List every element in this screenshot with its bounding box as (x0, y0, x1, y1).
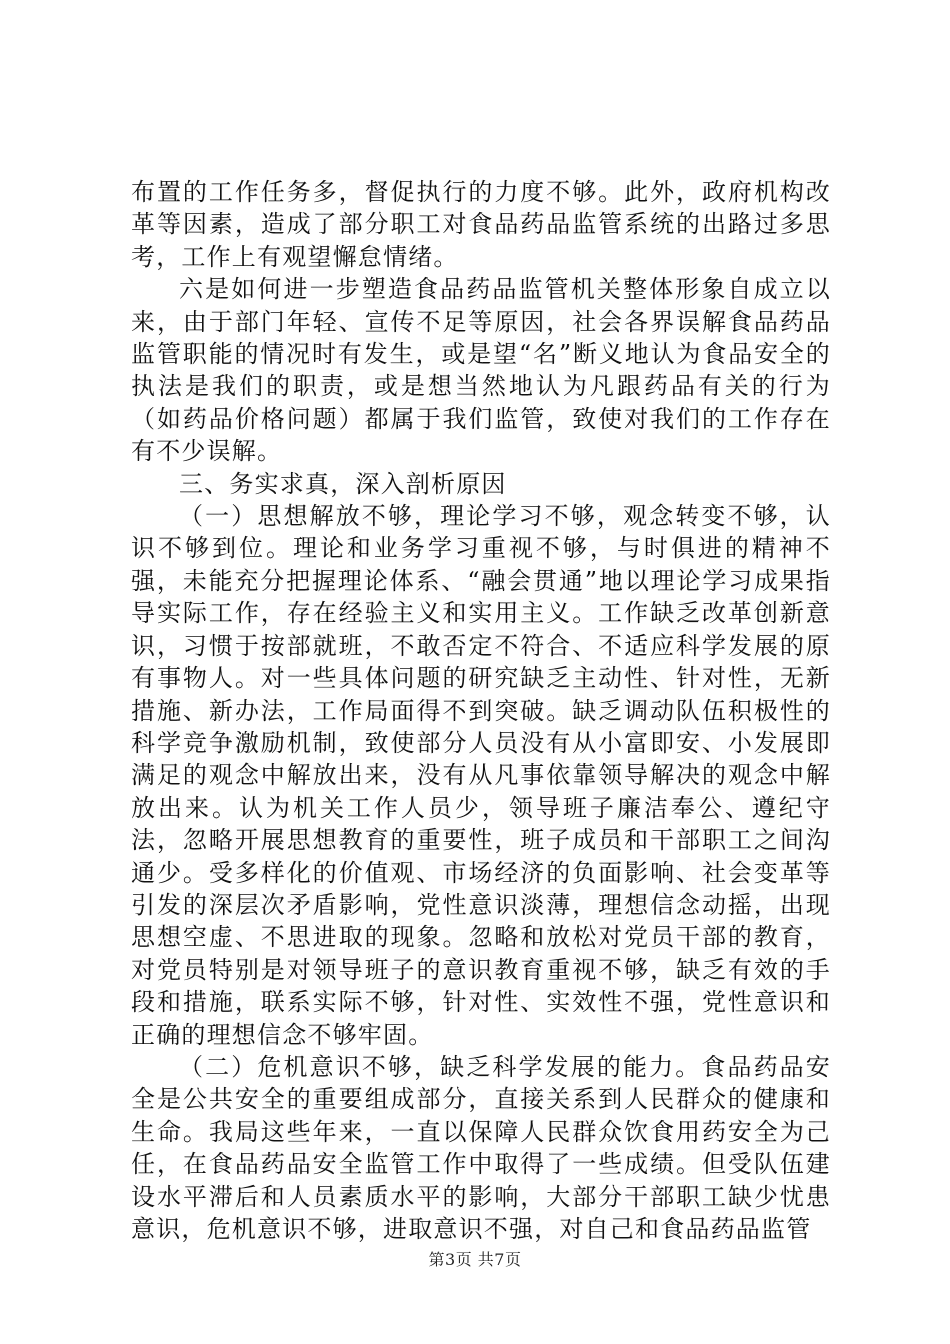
paragraph-sub-one: （一）思想解放不够，理论学习不够，观念转变不够，认识不够到位。理论和业务学习重视不够，与时俱进的精神不强，未能充分把握理论体系、“融会贯通”地以理论学习成果指导实际工作，存在经验主义和实用主义。工作缺乏改革创新意识，习惯于按部就班，不敢否定不符合、不适应科学发展的原有事物人。对一些具体问题的研究缺乏主动性、针对性，无新措施、新办法，工作局面得不到突破。缺乏调动队伍积极性的科学竞争激励机制，致使部分人员没有从小富即安、小发展即满足的观念中解放出来，没有从凡事依靠领导解决的观念中解放出来。认为机关工作人员少，领导班子廉洁奉公、遵纪守法，忽略开展思想教育的重要性，班子成员和干部职工之间沟通少。受多样化的价值观、市场经济的负面影响、社会变革等引发的深层次矛盾影响，党性意识淡薄，理想信念动摇，出现思想空虚、不思进取的现象。忽略和放松对党员干部的教育，对党员特别是对领导班子的意识教育重视不够，缺乏有效的手段和措施，联系实际不够，针对性、实效性不强，党性意识和正确的理想信念不够牢固。 (131, 502, 831, 1049)
paragraph-continuation: 布置的工作任务多，督促执行的力度不够。此外，政府机构改革等因素，造成了部分职工对食品药品监管系统的出路过多思考，工作上有观望懈怠情绪。 (131, 178, 831, 271)
paragraph-sub-two: （二）危机意识不够，缺乏科学发展的能力。食品药品安全是公共安全的重要组成部分，直接关系到人民群众的健康和生命。我局这些年来，一直以保障人民群众饮食用药安全为己任，在食品药品安全监管工作中取得了一些成绩。但受队伍建设水平滞后和人员素质水平的影响，大部分干部职工缺少忧患意识，危机意识不够，进取意识不强，对自己和食品药品监管 (131, 1052, 831, 1243)
page-number-footer: 第3页 共7页 (428, 1250, 522, 1269)
document-body (131, 176, 831, 1245)
paragraph-point-six: 六是如何进一步塑造食品药品监管机关整体形象自成立以来，由于部门年轻、宣传不足等原因，社会各界误解食品药品监管职能的情况时有发生，或是望“名”断义地认为食品安全的执法是我们的职责，或是想当然地认为凡跟药品有关的行为（如药品价格问题）都属于我们监管，致使对我们的工作存在有不少误解。 (131, 275, 831, 466)
section-heading-three: 三、务实求真，深入剖析原因 (179, 469, 507, 498)
